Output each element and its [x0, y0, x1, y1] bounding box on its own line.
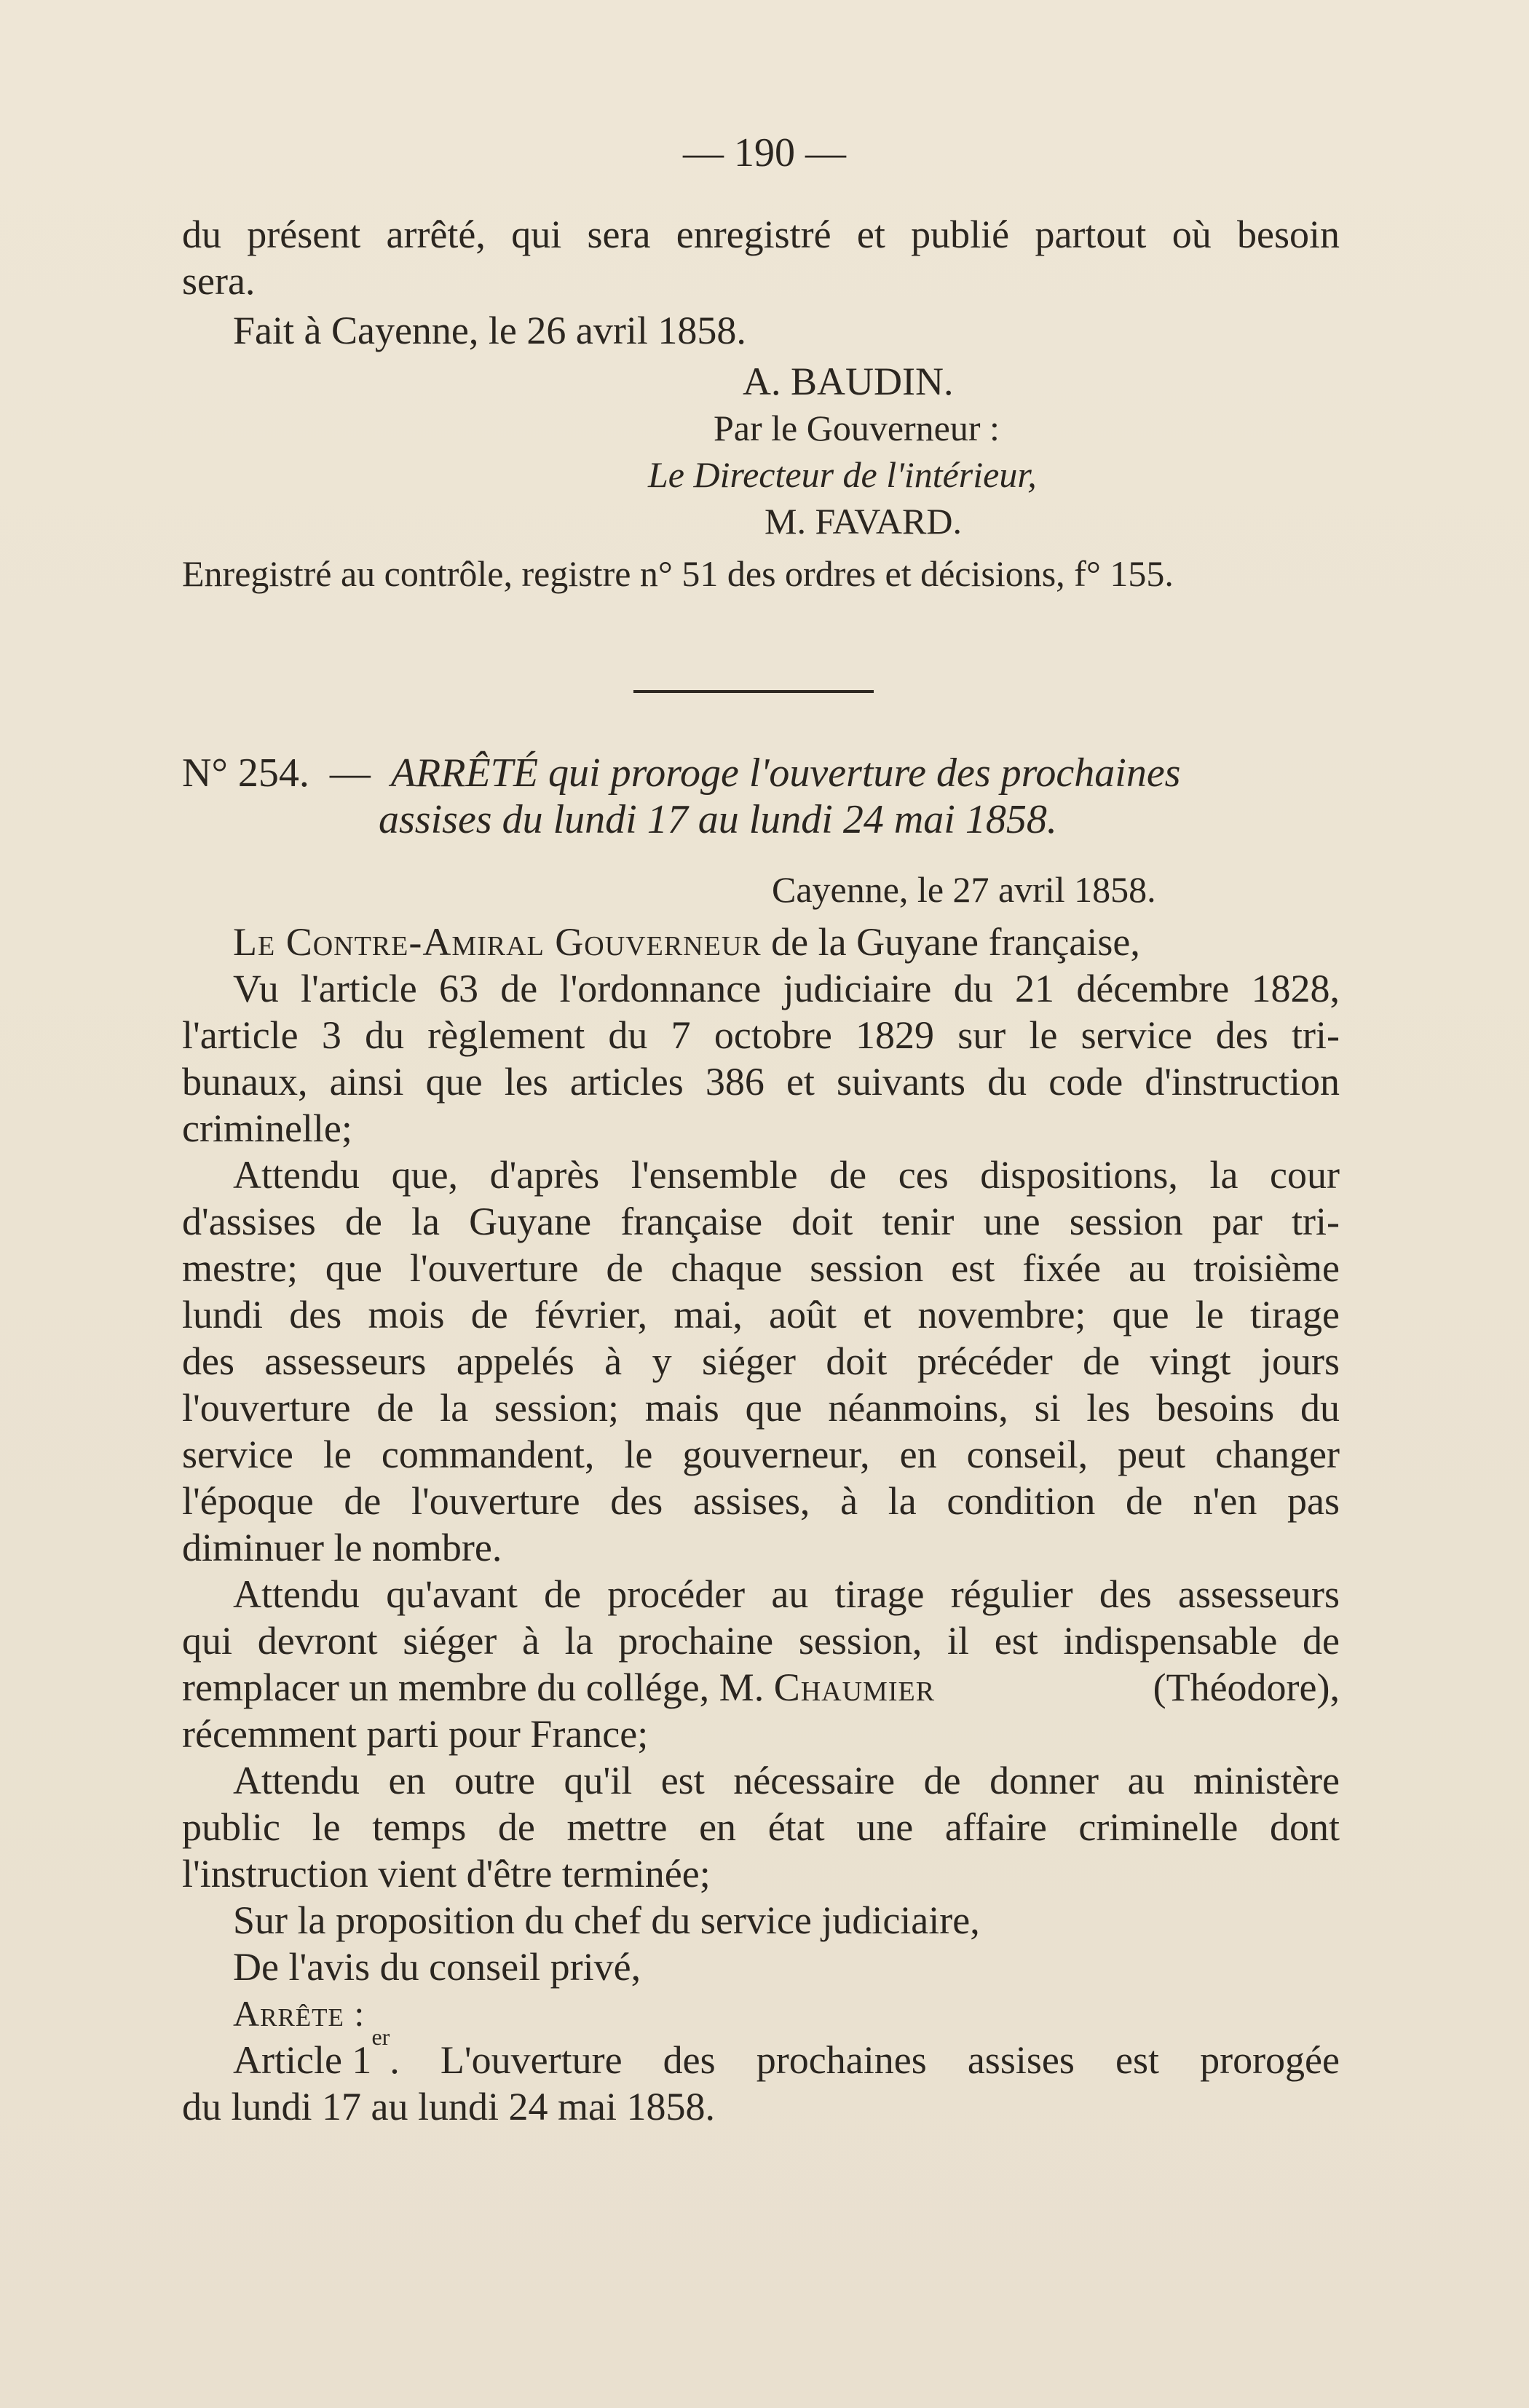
paragraph-attendu-2 [182, 1571, 1340, 1757]
date-line: Cayenne, le 27 avril 1858. [772, 869, 1156, 910]
text-line: l'instruction vient d'être terminée; [182, 1852, 711, 1896]
paragraph-vu [182, 965, 1340, 1152]
text-line [182, 1664, 1340, 1711]
signature-favard: M. FAVARD. [764, 501, 962, 542]
text-line: lundi des mois de février, mai, août et novembre; que le tirage [182, 1293, 1340, 1336]
text-line: Vu l'article 63 de l'ordonnance judiciaire du 21 décembre 1828, [233, 967, 1340, 1010]
paragraph-attendu-3 [182, 1757, 1340, 1897]
proposition-line: Sur la proposition du chef du service judiciaire, [233, 1898, 980, 1942]
text-line: Attendu en outre qu'il est nécessaire de donner au ministère [233, 1759, 1340, 1802]
article-sup: er [371, 2024, 390, 2050]
article-1 [182, 2024, 1340, 2130]
text-line: mestre; que l'ouverture de chaque session est fixée au troisième [182, 1246, 1340, 1290]
text-line: récemment parti pour France; [182, 1712, 649, 1756]
text-line: qui devront siéger à la prochaine session, il est indispensable de [182, 1619, 1340, 1663]
text-line: des assesseurs appelés à y siéger doit précéder de vingt jours [182, 1339, 1340, 1383]
text-line: service le commandent, le gouverneur, en conseil, peut changer [182, 1433, 1340, 1476]
text-line: criminelle; [182, 1106, 352, 1150]
paragraph-attendu-1 [182, 1152, 1340, 1571]
text-line: Attendu que, d'après l'ensemble de ces dispositions, la cour [233, 1153, 1340, 1197]
text-line: l'ouverture de la session; mais que néanmoins, si les besoins du [182, 1386, 1340, 1430]
text-line: du lundi 17 au lundi 24 mai 1858. [182, 2085, 715, 2128]
fait-line: Fait à Cayenne, le 26 avril 1858. [233, 309, 746, 352]
directeur-interieur: Le Directeur de l'intérieur, [648, 454, 1037, 495]
text-line: bunaux, ainsi que les articles 386 et suivants du code d'instruction [182, 1060, 1340, 1104]
text-line: d'assises de la Guyane française doit tenir une session par tri- [182, 1200, 1340, 1243]
arrete-number: N° 254. [182, 750, 309, 796]
heading-dash: — [329, 750, 371, 796]
text-line: diminuer le nombre. [182, 1526, 502, 1569]
article-label: Article 1 [233, 2038, 372, 2082]
signature-baudin: A. BAUDIN. [743, 360, 954, 403]
avis-line: De l'avis du conseil privé, [233, 1945, 641, 1989]
arrete-label: Arrête : [233, 1993, 366, 2034]
article-text: . L'ouverture des prochaines assises est prorogée [390, 2038, 1340, 2082]
page-number: — 190 — [683, 130, 846, 175]
text-line: du présent arrêté, qui sera enregistré et publié partout où besoin [182, 213, 1340, 256]
arrete-heading [182, 750, 1340, 843]
enregistre-line: Enregistré au contrôle, registre n° 51 des ordres et décisions, f° 155. [182, 553, 1174, 594]
text-line: l'article 3 du règlement du 7 octobre 1829 sur le service des tri- [182, 1013, 1340, 1057]
separator-rule [633, 690, 874, 693]
par-le-gouverneur: Par le Gouverneur : [714, 408, 1000, 448]
preamble-gouverneur: Le Contre-Amiral Gouverneur [233, 920, 762, 964]
previous-arrete-end [182, 211, 1340, 597]
text-line: public le temps de mettre en état une affaire criminelle dont [182, 1805, 1340, 1849]
text-segment: remplacer un membre du collége, M. [182, 1666, 774, 1709]
text-line: l'époque de l'ouverture des assises, à la condition de n'en pas [182, 1479, 1340, 1523]
text-line: sera. [182, 259, 256, 303]
arrete-title-line2: assises du lundi 17 au lundi 24 mai 1858. [379, 797, 1057, 842]
preamble [182, 919, 1340, 965]
text-line: Attendu qu'avant de procéder au tirage régulier des assesseurs [233, 1572, 1340, 1616]
preamble-guyane: de la Guyane française, [761, 920, 1140, 964]
name-chaumier: Chaumier [773, 1666, 936, 1709]
arrete-body [182, 866, 1340, 2130]
arrete-title-line1: ARRÊTÉ qui proroge l'ouverture des prochaines [390, 750, 1181, 796]
text-segment: (Théodore), [1143, 1666, 1340, 1709]
